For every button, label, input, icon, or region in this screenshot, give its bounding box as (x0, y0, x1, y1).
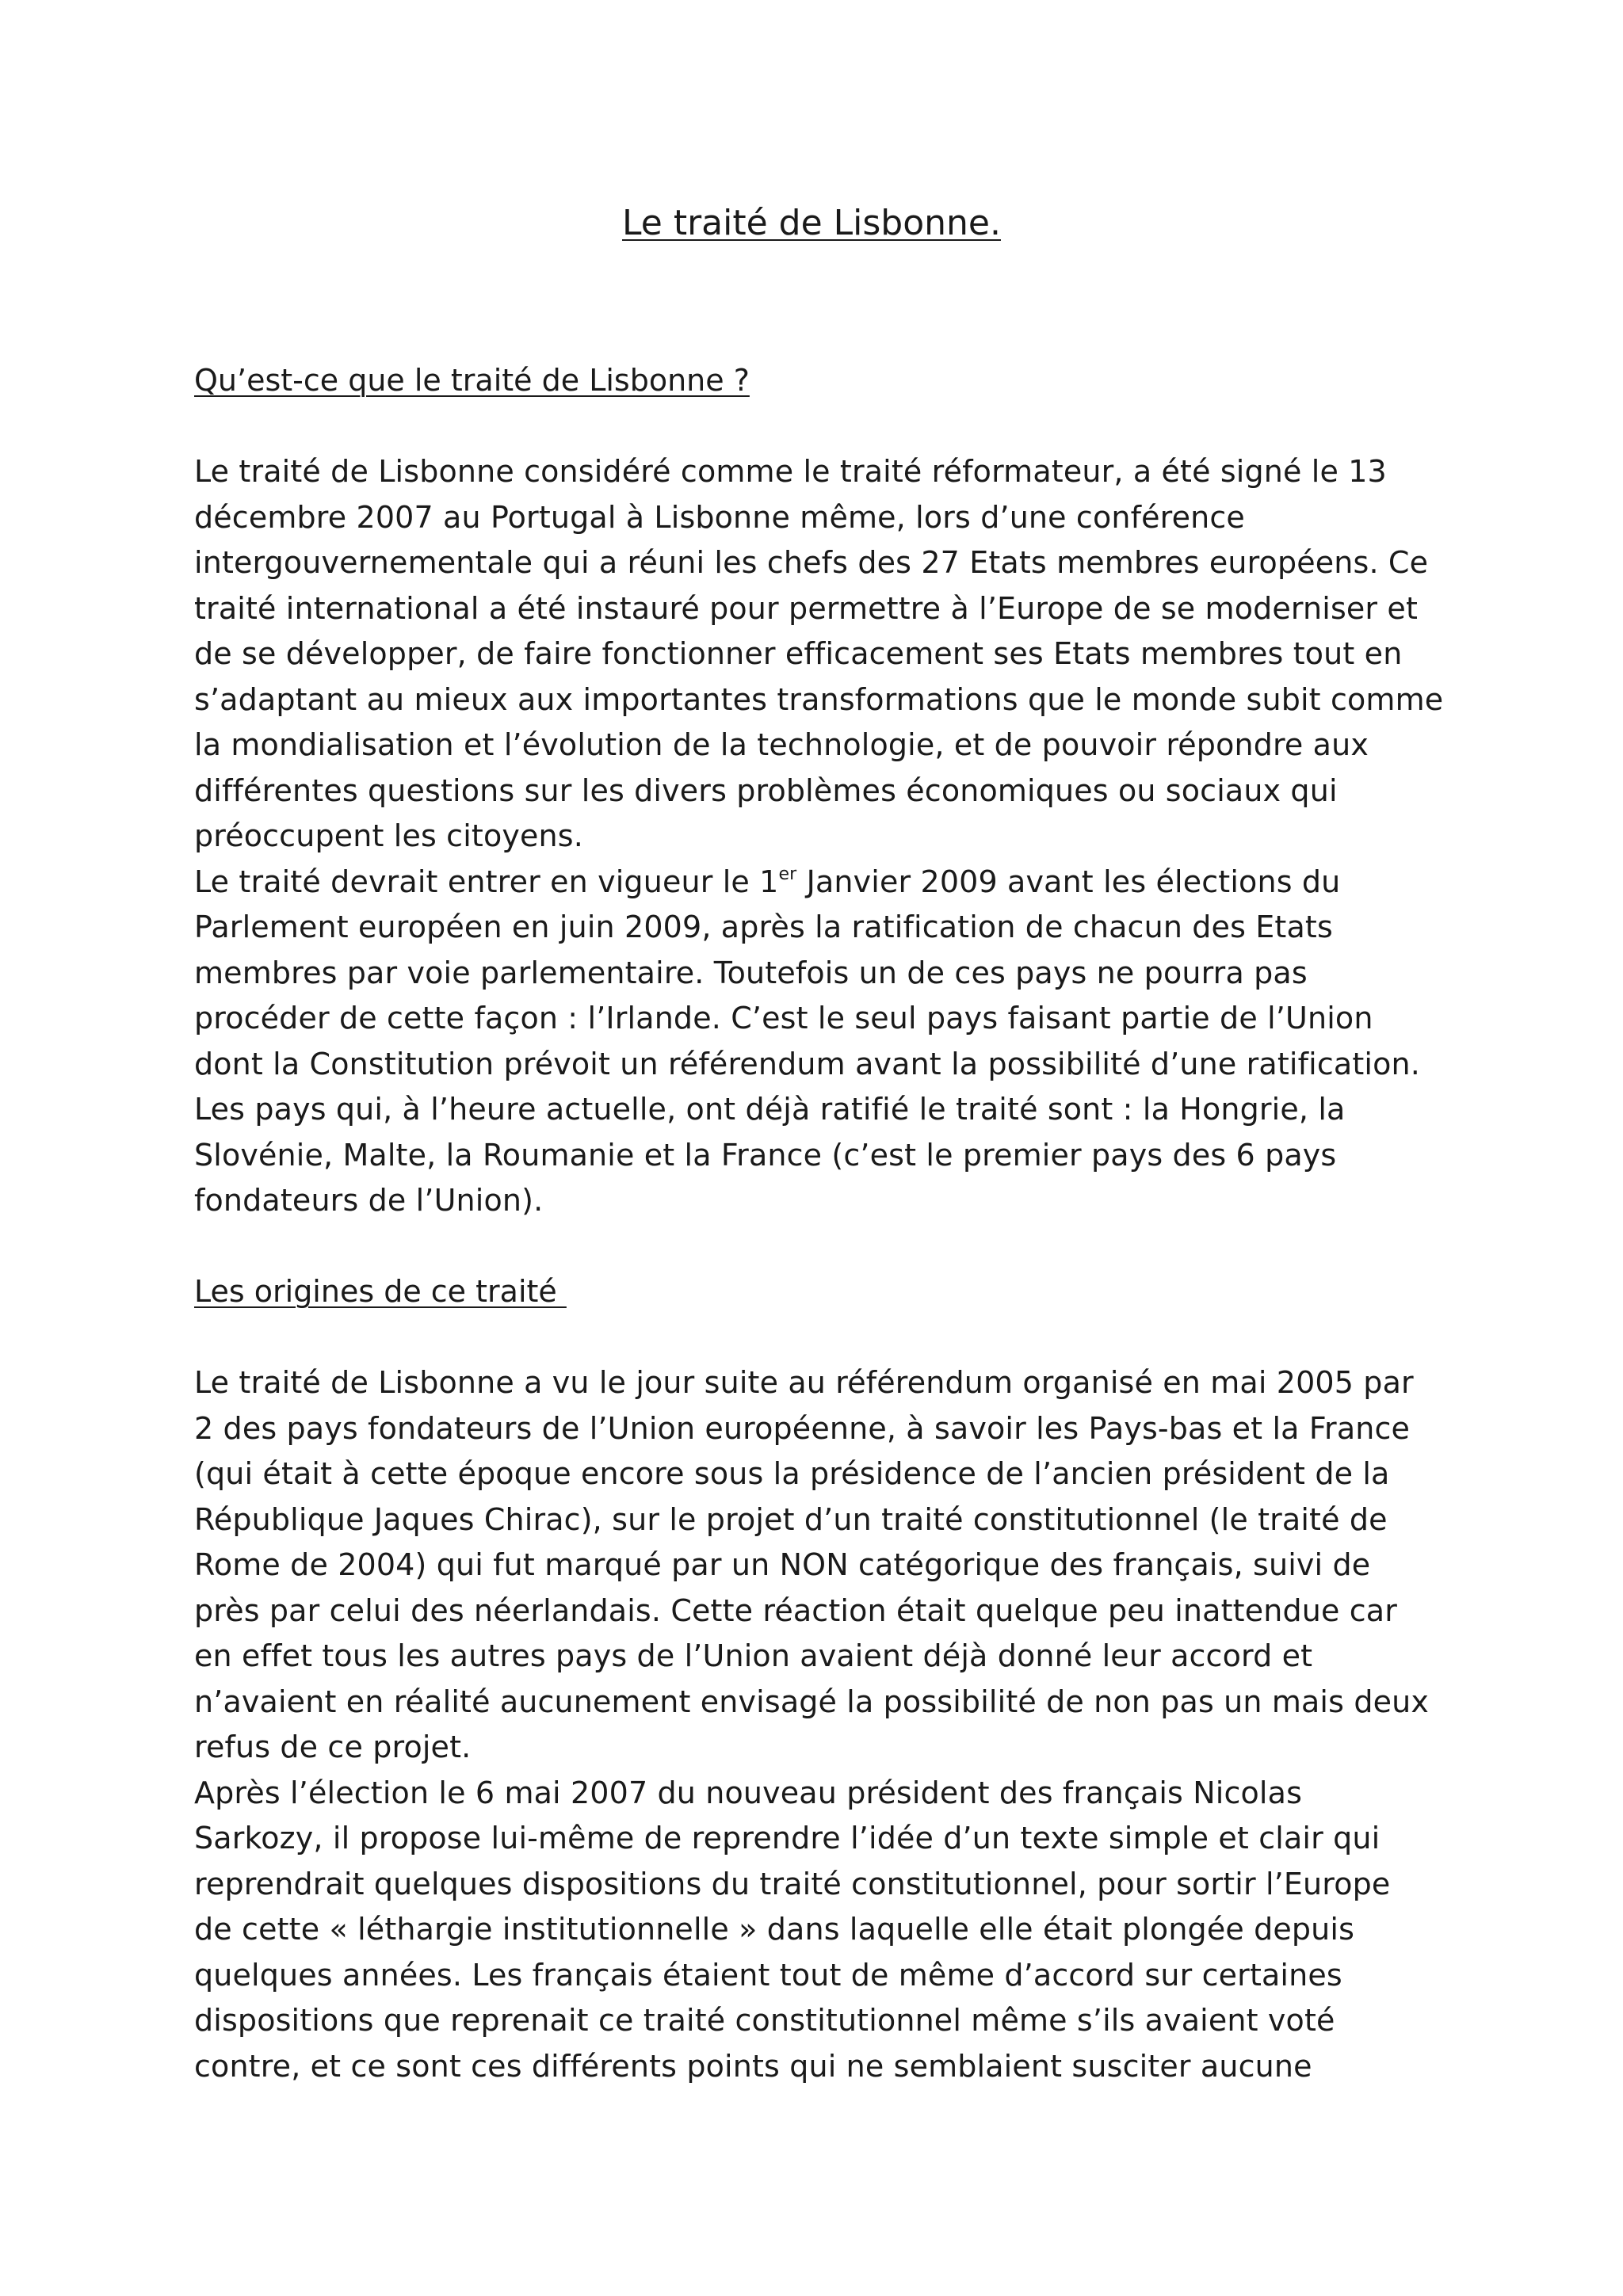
text-line: Les pays qui, à l’heure actuelle, ont déjà ratifié le traité sont : la Hongrie, la (194, 1092, 1346, 1127)
text-line: différentes questions sur les divers problèmes économiques ou sociaux qui (194, 772, 1338, 808)
text-line: dispositions que reprenait ce traité constitutionnel même s’ils avaient voté (194, 2003, 1335, 2038)
section-heading-origins: Les origines de ce traité (194, 1274, 567, 1309)
text-line: dont la Constitution prévoit un référendum avant la possibilité d’une ratification. (194, 1046, 1420, 1081)
text-line (194, 860, 1462, 906)
text-line: Après l’élection le 6 mai 2007 du nouveau président des français Nicolas (194, 1775, 1303, 1810)
text-fragment: Janvier 2009 avant les élections du (796, 864, 1341, 899)
text-line: Le traité de Lisbonne considéré comme le traité réformateur, a été signé le 13 (194, 454, 1387, 489)
text-line: n’avaient en réalité aucunement envisagé la possibilité de non pas un mais deux (194, 1684, 1429, 1719)
text-line: Parlement européen en juin 2009, après la ratification de chacun des Etats (194, 910, 1333, 944)
paragraph-entry-into-force (194, 860, 1462, 1224)
text-line: intergouvernementale qui a réuni les chefs des 27 Etats membres européens. Ce (194, 545, 1429, 580)
text-line: Sarkozy, il propose lui-même de reprendre l’idée d’un texte simple et clair qui (194, 1821, 1381, 1855)
text-line: quelques années. Les français étaient tout de même d’accord sur certaines (194, 1957, 1342, 1993)
text-line: traité international a été instauré pour permettre à l’Europe de se moderniser et (194, 590, 1419, 626)
paragraph-definition (194, 449, 1462, 860)
text-line: 2 des pays fondateurs de l’Union européenne, à savoir les Pays-bas et la France (194, 1410, 1411, 1446)
ordinal-superscript: er (778, 864, 797, 884)
spacer (194, 1224, 1462, 1270)
text-line: près par celui des néerlandais. Cette réaction était quelque peu inattendue car (194, 1592, 1397, 1628)
text-line: préoccupent les citoyens. (194, 818, 583, 853)
text-line: s’adaptant au mieux aux importantes transformations que le monde subit comme (194, 681, 1444, 717)
text-line: (qui était à cette époque encore sous la présidence de l’ancien président de la (194, 1456, 1390, 1491)
text-line: procéder de cette façon : l’Irlande. C’est le seul pays faisant partie de l’Union (194, 1001, 1373, 1035)
text-line: de se développer, de faire fonctionner efficacement ses Etats membres tout en (194, 636, 1403, 671)
text-line: Le traité de Lisbonne a vu le jour suite au référendum organisé en mai 2005 par (194, 1365, 1414, 1400)
text-line: de cette « léthargie institutionnelle » dans laquelle elle était plongée depuis (194, 1912, 1355, 1947)
text-fragment: Le traité devrait entrer en vigueur le 1 (194, 864, 779, 899)
text-line: République Jaques Chirac), sur le projet d’un traité constitutionnel (le traité de (194, 1501, 1388, 1537)
text-line: décembre 2007 au Portugal à Lisbonne même, lors d’une conférence (194, 499, 1245, 535)
text-line: Slovénie, Malte, la Roumanie et la France (c’est le premier pays des 6 pays (194, 1137, 1337, 1173)
spacer (194, 404, 1462, 450)
text-line: membres par voie parlementaire. Toutefois un de ces pays ne pourra pas (194, 955, 1308, 990)
text-line: en effet tous les autres pays de l’Union avaient déjà donné leur accord et (194, 1638, 1313, 1673)
text-line: la mondialisation et l’évolution de la technologie, et de pouvoir répondre aux (194, 727, 1369, 762)
document-body (194, 358, 1462, 2089)
text-line: refus de ce projet. (194, 1730, 472, 1764)
text-line: fondateurs de l’Union). (194, 1183, 544, 1218)
text-line: contre, et ce sont ces différents points qui ne semblaient susciter aucune (194, 2048, 1312, 2084)
text-line: reprendrait quelques dispositions du traité constitutionnel, pour sortir l’Europe (194, 1866, 1391, 1901)
spacer (194, 1315, 1462, 1361)
section-heading-what-is: Qu’est-ce que le traité de Lisbonne ? (194, 363, 750, 398)
paragraph-referendum (194, 1360, 1462, 1771)
text-line: Rome de 2004) qui fut marqué par un NON catégorique des français, suivi de (194, 1547, 1371, 1582)
paragraph-sarkozy (194, 1771, 1462, 2090)
page-title: Le traité de Lisbonne. (622, 203, 1001, 243)
